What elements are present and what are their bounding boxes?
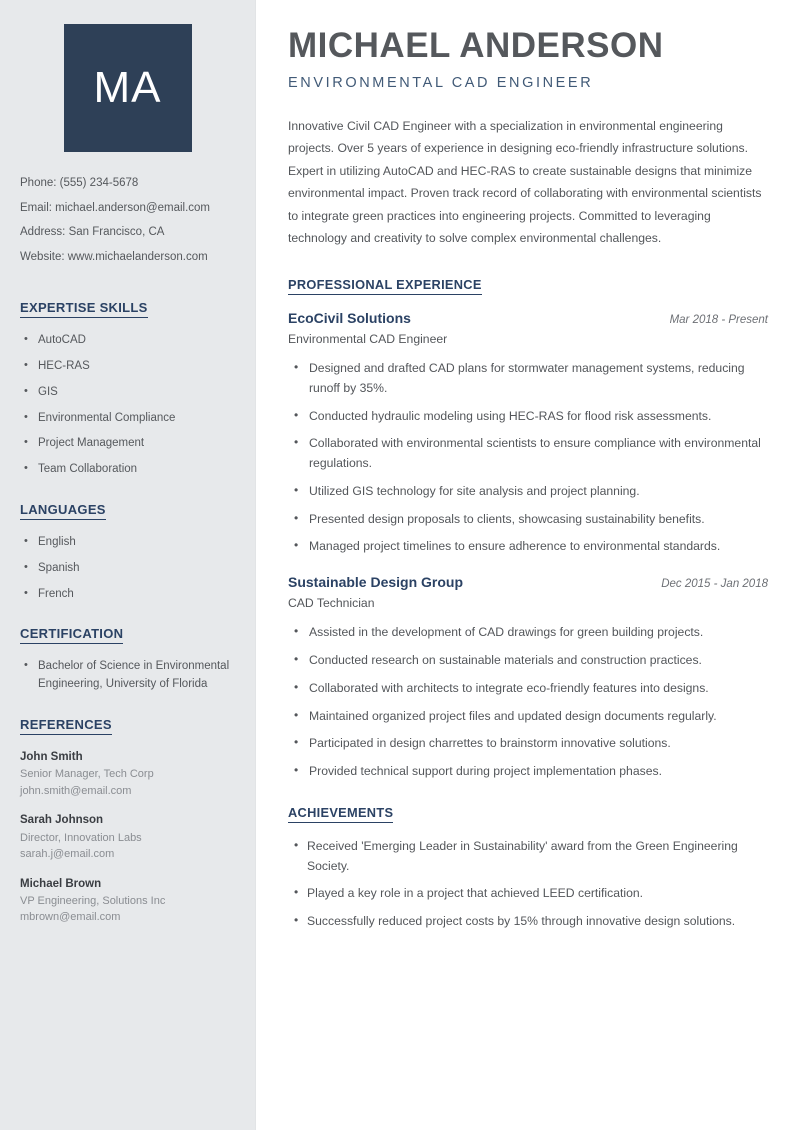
list-item: • Spanish — [24, 560, 237, 578]
list-item: • Collaborated with architects to integrate eco-friendly features into designs. — [292, 679, 768, 699]
list-item — [20, 749, 237, 799]
summary-paragraph: Innovative Civil CAD Engineer with a specialization in environmental engineering projects. Over 5 years of experience in designing eco-friendly infrastructure solutions. Expert in utilizing AutoCAD and HEC-RAS to create sustainable designs that minimize environmental impact. Proven track record of collaborating with environmental scientists to integrate green practices into engineering projects. Committed to leveraging technology and creativity to solve complex environmental challenges. — [288, 118, 762, 246]
page-title: MICHAEL ANDERSON — [288, 26, 664, 65]
reference-role: VP Engineering, Solutions Inc — [20, 894, 166, 907]
job-dates: Dec 2015 - Jan 2018 — [661, 578, 768, 591]
list-item: • Received 'Emerging Leader in Sustainability' award from the Green Engineering Society. — [292, 837, 768, 877]
list-item: • HEC-RAS — [24, 358, 237, 376]
job-header — [288, 309, 768, 329]
main-content — [256, 0, 800, 1130]
list-item: • Bachelor of Science in Environmental Engineering, University of Florida — [24, 658, 237, 694]
list-item: • Participated in design charrettes to brainstorm innovative solutions. — [292, 734, 768, 754]
list-item: • Project Management — [24, 435, 237, 453]
sidebar — [0, 0, 256, 1130]
experience-section — [288, 276, 768, 782]
list-item: • Presented design proposals to clients, showcasing sustainability benefits. — [292, 510, 768, 530]
languages-heading: LANGUAGES — [20, 502, 106, 520]
reference-email: sarah.j@email.com — [20, 848, 115, 860]
list-item: • Team Collaboration — [24, 461, 237, 479]
reference-role: Director, Innovation Labs — [20, 831, 142, 844]
job-company: Sustainable Design Group — [288, 574, 464, 591]
achievements-list — [292, 837, 768, 932]
list-item: • Collaborated with environmental scientists to ensure compliance with environmental regulations. — [292, 434, 768, 474]
contact-website: Website: www.michaelanderson.com — [20, 250, 208, 263]
achievements-section — [288, 804, 768, 932]
list-item: • Utilized GIS technology for site analysis and project planning. — [292, 482, 768, 502]
list-item: • Designed and drafted CAD plans for stormwater management systems, reducing runoff by 35%. — [292, 359, 768, 399]
contact-address: Address: San Francisco, CA — [20, 226, 165, 239]
skills-heading: EXPERTISE SKILLS — [20, 300, 148, 318]
references-heading: REFERENCES — [20, 717, 112, 735]
list-item: • Managed project timelines to ensure adherence to environmental standards. — [292, 537, 768, 557]
reference-name: Sarah Johnson — [20, 814, 104, 827]
list-item: • Provided technical support during project implementation phases. — [292, 762, 768, 782]
job-entry — [288, 309, 768, 557]
list-item: • Played a key role in a project that achieved LEED certification. — [292, 884, 768, 904]
skills-section — [18, 299, 237, 479]
job-dates: Mar 2018 - Present — [669, 313, 768, 326]
list-item: • English — [24, 534, 237, 552]
skills-list — [24, 332, 237, 479]
avatar: MA — [64, 24, 192, 152]
list-item: • Conducted research on sustainable materials and construction practices. — [292, 651, 768, 671]
reference-name: Michael Brown — [20, 877, 102, 890]
list-item — [20, 876, 237, 926]
languages-section — [18, 501, 237, 603]
job-company: EcoCivil Solutions — [288, 309, 411, 326]
references-section — [18, 716, 237, 926]
list-item: • Environmental Compliance — [24, 410, 237, 428]
job-bullets — [292, 623, 768, 782]
list-item: • Successfully reduced project costs by 15% through innovative design solutions. — [292, 912, 768, 932]
contact-phone: Phone: (555) 234-5678 — [20, 177, 139, 189]
job-bullets — [292, 359, 768, 557]
job-title-subtitle: ENVIRONMENTAL CAD ENGINEER — [288, 75, 594, 92]
job-header — [288, 573, 768, 593]
list-item: • Assisted in the development of CAD drawings for green building projects. — [292, 623, 768, 643]
job-role: Environmental CAD Engineer — [288, 331, 448, 346]
certification-heading: CERTIFICATION — [20, 626, 123, 644]
job-role: CAD Technician — [288, 595, 375, 610]
list-item: • Maintained organized project files and updated design documents regularly. — [292, 707, 768, 727]
list-item — [20, 812, 237, 862]
achievements-heading: ACHIEVEMENTS — [288, 805, 393, 823]
contact-list — [20, 176, 237, 265]
certification-section — [18, 625, 237, 694]
experience-heading: PROFESSIONAL EXPERIENCE — [288, 277, 482, 295]
reference-email: john.smith@email.com — [20, 784, 132, 797]
list-item: • GIS — [24, 384, 237, 402]
languages-list — [24, 534, 237, 603]
certification-list — [24, 658, 237, 694]
contact-email: Email: michael.anderson@email.com — [20, 201, 210, 214]
avatar-container — [18, 24, 237, 152]
list-item: • AutoCAD — [24, 332, 237, 350]
list-item: • Conducted hydraulic modeling using HEC-RAS for flood risk assessments. — [292, 407, 768, 427]
list-item: • French — [24, 586, 237, 604]
reference-email: mbrown@email.com — [20, 911, 121, 924]
reference-role: Senior Manager, Tech Corp — [20, 768, 154, 781]
reference-name: John Smith — [20, 751, 83, 763]
job-entry — [288, 573, 768, 782]
